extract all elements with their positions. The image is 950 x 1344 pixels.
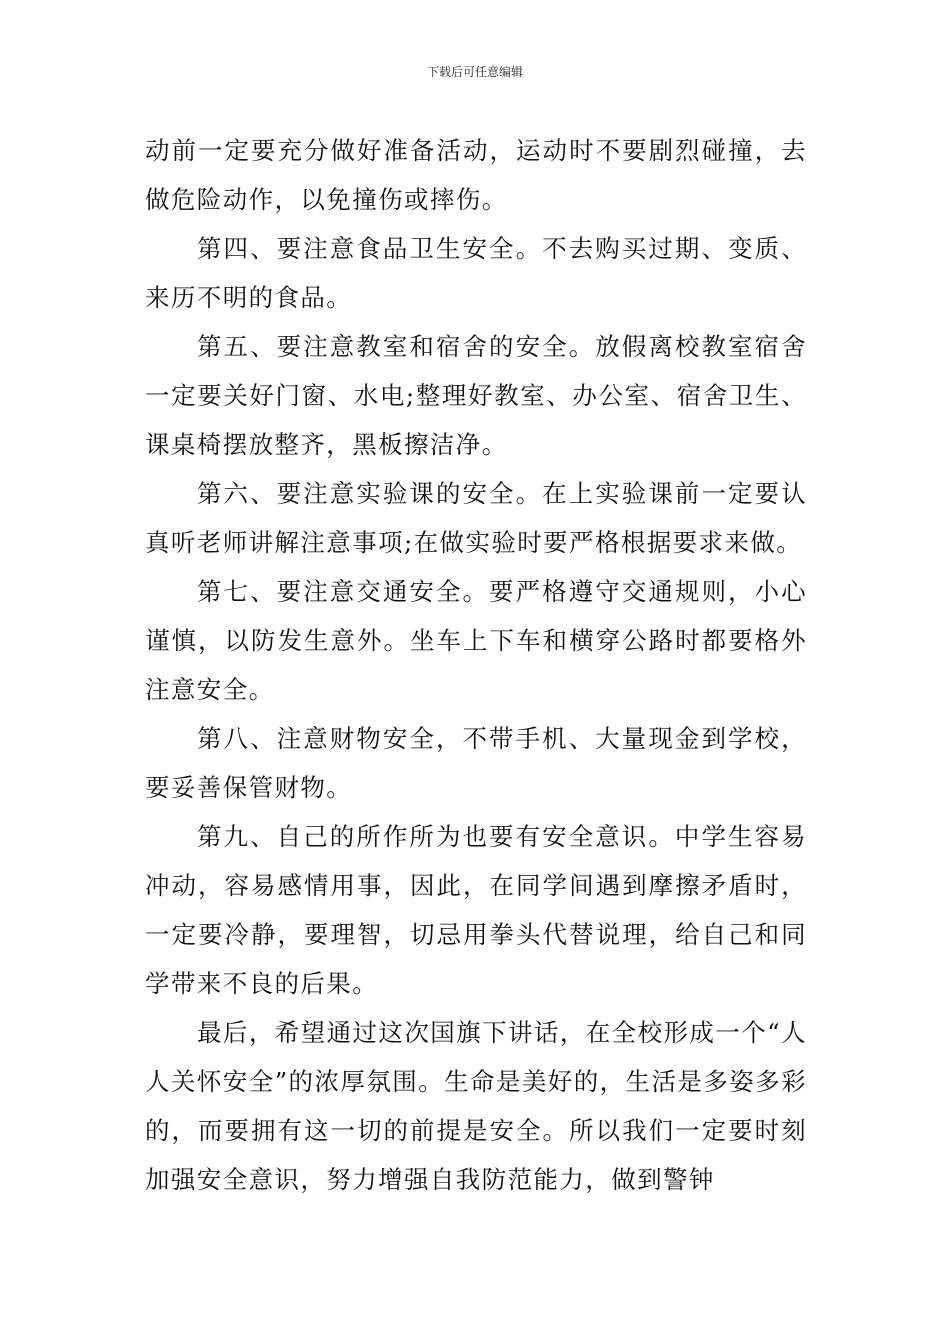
document-body bbox=[145, 126, 807, 1204]
paragraph-item-4: 第四、要注意食品卫生安全。不去购买过期、变质、来历不明的食品。 bbox=[145, 234, 807, 312]
paragraph-conclusion: 最后，希望通过这次国旗下讲话，在全校形成一个“人人关怀安全”的浓厚氛围。生命是美好的，生活是多姿多彩的，而要拥有这一切的前提是安全。所以我们一定要时刻加强安全意识，努力增强自我防范能力，做到警钟 bbox=[145, 1018, 807, 1194]
paragraph-item-7: 第七、要注意交通安全。要严格遵守交通规则，小心谨慎，以防发生意外。坐车上下车和横穿公路时都要格外注意安全。 bbox=[145, 577, 807, 704]
page-header: 下载后可任意编辑 bbox=[426, 65, 523, 79]
paragraph-item-9: 第九、自己的所作所为也要有安全意识。中学生容易冲动，容易感情用事，因此，在同学间遇到摩擦矛盾时，一定要冷静，要理智，切忌用拳头代替说理，给自己和同学带来不良的后果。 bbox=[145, 822, 807, 998]
paragraph-continuation: 动前一定要充分做好准备活动，运动时不要剧烈碰撞，去做危险动作，以免撞伤或摔伤。 bbox=[145, 136, 807, 214]
paragraph-item-8: 第八、注意财物安全，不带手机、大量现金到学校，要妥善保管财物。 bbox=[145, 724, 807, 802]
paragraph-item-5: 第五、要注意教室和宿舍的安全。放假离校教室宿舍一定要关好门窗、水电;整理好教室、办公室、宿舍卫生、课桌椅摆放整齐，黑板擦洁净。 bbox=[145, 332, 807, 459]
paragraph-item-6: 第六、要注意实验课的安全。在上实验课前一定要认真听老师讲解注意事项;在做实验时要严格根据要求来做。 bbox=[145, 479, 807, 557]
